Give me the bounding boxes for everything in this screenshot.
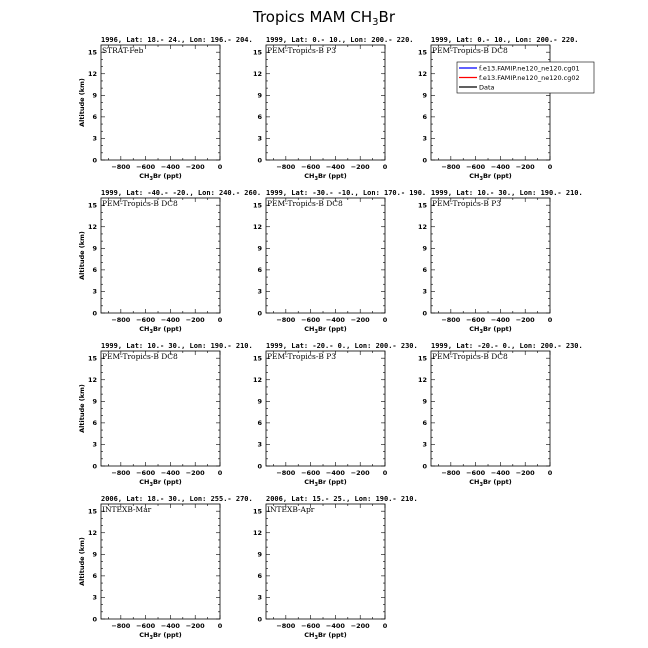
panel-3-ytick-label: 6 [422, 113, 427, 122]
panel-11-xtick-label: −600 [301, 622, 321, 630]
panel-10-ytick-label: 9 [92, 550, 97, 559]
panel-2-title: 1999, Lat: 0.- 10., Lon: 200.- 220. [266, 36, 414, 44]
panel-4-xlabel: $CH_3Br$ (ppt) [139, 325, 182, 335]
panel-2-xlabel: $CH_3Br$ (ppt) [304, 172, 347, 182]
panel-9-ytick-label: 3 [422, 440, 427, 449]
panel-4-xtick-label: −600 [136, 316, 156, 324]
panel-11-ytick-label: 15 [252, 507, 262, 516]
panel-1-ytick-label: 6 [92, 113, 97, 122]
panel-6-ytick-label: 3 [422, 287, 427, 296]
panel-5 [253, 189, 426, 335]
panel-2-label: PEM-Tropics-B P3 [267, 46, 337, 55]
panel-2-xtick-label: −600 [301, 163, 321, 171]
panel-2-xtick-label: −800 [276, 163, 296, 171]
panel-9 [418, 342, 583, 488]
figure-title: Tropics MAM $CH_3Br$ [252, 8, 396, 28]
panel-3-ytick-label: 0 [422, 156, 427, 165]
panel-1-ytick-label: 0 [92, 156, 97, 165]
panel-10-ytick-label: 0 [92, 615, 97, 624]
panel-6-xtick-label: −600 [466, 316, 486, 324]
panel-2-ytick-label: 0 [257, 156, 262, 165]
panel-11-xtick-label: 0 [382, 622, 388, 630]
panel-10-label: INTEXB-Mar [102, 505, 152, 514]
panel-8-xlabel: $CH_3Br$ (ppt) [304, 478, 347, 488]
panel-11-xtick-label: −200 [350, 622, 370, 630]
panel-4-xtick-label: −200 [185, 316, 205, 324]
panel-1-ytick-label: 12 [87, 70, 97, 79]
panel-9-ytick-label: 15 [417, 354, 427, 363]
panel-5-ytick-label: 15 [252, 201, 262, 210]
panel-5-ytick-label: 9 [257, 244, 262, 253]
panel-5-xtick-label: −200 [350, 316, 370, 324]
panel-9-xlabel: $CH_3Br$ (ppt) [469, 478, 512, 488]
panel-11-ytick-label: 3 [257, 593, 262, 602]
panel-7-ytick-label: 12 [87, 376, 97, 385]
panel-3-xtick-label: 0 [547, 163, 553, 171]
panel-8-ytick-label: 0 [257, 462, 262, 471]
panel-2 [253, 36, 414, 182]
panel-8-xtick-label: −400 [325, 469, 345, 477]
panel-11 [253, 495, 418, 641]
panel-4-ytick-label: 0 [92, 309, 97, 318]
panel-9-title: 1999, Lat: -20.- 0., Lon: 200.- 230. [431, 342, 583, 350]
panel-9-label: PEM-Tropics-B DC8 [432, 352, 508, 361]
panel-4-frame [101, 198, 220, 313]
legend-entry-2: f.e13.FAMIP.ne120_ne120.cg02 [479, 73, 580, 82]
panel-4-ytick-label: 6 [92, 266, 97, 275]
panel-1-xtick-label: −800 [111, 163, 131, 171]
panel-1-ytick-label: 3 [92, 134, 97, 143]
panel-3-xtick-label: −800 [441, 163, 461, 171]
panel-10-ytick-label: 3 [92, 593, 97, 602]
panel-4-xtick-label: −800 [111, 316, 131, 324]
panel-8-ytick-label: 15 [252, 354, 262, 363]
panel-8-label: PEM-Tropics-B P3 [267, 352, 337, 361]
panel-6-ytick-label: 9 [422, 244, 427, 253]
panel-3 [418, 36, 579, 182]
panel-6-ytick-label: 15 [417, 201, 427, 210]
panel-3-ytick-label: 3 [422, 134, 427, 143]
panel-1-xtick-label: −200 [185, 163, 205, 171]
panel-11-ytick-label: 6 [257, 572, 262, 581]
panel-8-ytick-label: 6 [257, 419, 262, 428]
panel-1-title: 1996, Lat: 18.- 24., Lon: 196.- 204. [101, 36, 253, 44]
panel-7-ylabel: Altitude (km) [78, 384, 86, 433]
legend [457, 62, 594, 93]
panel-10-xtick-label: −600 [136, 622, 156, 630]
panel-10 [78, 495, 253, 641]
panel-4-ytick-label: 12 [87, 223, 97, 232]
panel-7-ytick-label: 15 [87, 354, 97, 363]
panel-11-xlabel: $CH_3Br$ (ppt) [304, 631, 347, 641]
panel-8-xtick-label: −800 [276, 469, 296, 477]
panel-3-xlabel: $CH_3Br$ (ppt) [469, 172, 512, 182]
panel-8-xtick-label: 0 [382, 469, 388, 477]
panel-9-ytick-label: 6 [422, 419, 427, 428]
panel-11-label: INTEXB-Apr [267, 505, 315, 514]
legend-entry-1: f.e13.FAMIP.ne120_ne120.cg01 [479, 64, 580, 73]
panel-7-xtick-label: −800 [111, 469, 131, 477]
panel-7-ytick-label: 0 [92, 462, 97, 471]
panel-2-ytick-label: 3 [257, 134, 262, 143]
panel-8 [253, 342, 418, 488]
panel-6-ytick-label: 12 [417, 223, 427, 232]
panel-2-ytick-label: 15 [252, 48, 262, 57]
panel-8-ytick-label: 9 [257, 397, 262, 406]
panel-7-xtick-label: 0 [217, 469, 223, 477]
panels-grid [78, 36, 594, 641]
panel-4-xtick-label: −400 [160, 316, 180, 324]
panel-6 [418, 189, 583, 335]
panel-8-title: 1999, Lat: -20.- 0., Lon: 200.- 230. [266, 342, 418, 350]
panel-8-xtick-label: −200 [350, 469, 370, 477]
panel-11-xtick-label: −400 [325, 622, 345, 630]
panel-11-ytick-label: 0 [257, 615, 262, 624]
panel-4-ylabel: Altitude (km) [78, 231, 86, 280]
panel-9-ytick-label: 12 [417, 376, 427, 385]
panel-1-frame [101, 45, 220, 160]
panel-5-ytick-label: 3 [257, 287, 262, 296]
panel-1 [78, 36, 253, 182]
panel-1-label: STRAT-Feb [102, 46, 144, 55]
panel-7-xlabel: $CH_3Br$ (ppt) [139, 478, 182, 488]
panel-10-ytick-label: 15 [87, 507, 97, 516]
panel-2-ytick-label: 9 [257, 91, 262, 100]
panel-9-xtick-label: −800 [441, 469, 461, 477]
panel-3-ytick-label: 9 [422, 91, 427, 100]
panel-1-ytick-label: 9 [92, 91, 97, 100]
panel-6-label: PEM-Tropics-B P3 [432, 199, 502, 208]
panel-10-xtick-label: 0 [217, 622, 223, 630]
panel-7-ytick-label: 9 [92, 397, 97, 406]
panel-9-ytick-label: 9 [422, 397, 427, 406]
panel-9-xtick-label: 0 [547, 469, 553, 477]
panel-10-xtick-label: −800 [111, 622, 131, 630]
panel-1-xtick-label: 0 [217, 163, 223, 171]
panel-7-label: PEM-Tropics-B DC8 [102, 352, 178, 361]
panel-10-frame [101, 504, 220, 619]
panel-10-xlabel: $CH_3Br$ (ppt) [139, 631, 182, 641]
panel-4-label: PEM-Tropics-B DC8 [102, 199, 178, 208]
panel-10-xtick-label: −200 [185, 622, 205, 630]
panel-4 [78, 189, 261, 335]
panel-5-title: 1999, Lat: -30.- -10., Lon: 170.- 190. [266, 189, 427, 197]
panel-9-xtick-label: −600 [466, 469, 486, 477]
panel-5-xtick-label: 0 [382, 316, 388, 324]
panel-2-xtick-label: −400 [325, 163, 345, 171]
panel-9-frame [431, 351, 550, 466]
panel-7-title: 1999, Lat: 10.- 30., Lon: 190.- 210. [101, 342, 253, 350]
panel-8-xtick-label: −600 [301, 469, 321, 477]
panel-3-ytick-label: 12 [417, 70, 427, 79]
panel-8-ytick-label: 12 [252, 376, 262, 385]
panel-6-frame [431, 198, 550, 313]
panel-5-frame [266, 198, 385, 313]
panel-7 [78, 342, 253, 488]
panel-3-label: PEM-Tropics-B DC8 [432, 46, 508, 55]
panel-11-title: 2006, Lat: 15.- 25., Lon: 190.- 210. [266, 495, 418, 503]
panel-5-xlabel: $CH_3Br$ (ppt) [304, 325, 347, 335]
panel-4-xtick-label: 0 [217, 316, 223, 324]
panel-10-ylabel: Altitude (km) [78, 537, 86, 586]
panel-2-ytick-label: 6 [257, 113, 262, 122]
panel-5-xtick-label: −800 [276, 316, 296, 324]
panel-3-ytick-label: 15 [417, 48, 427, 57]
panel-6-xtick-label: −400 [490, 316, 510, 324]
legend-entry-3: Data [479, 83, 495, 92]
panel-8-frame [266, 351, 385, 466]
panel-6-xlabel: $CH_3Br$ (ppt) [469, 325, 512, 335]
panel-3-xtick-label: −400 [490, 163, 510, 171]
panel-9-xtick-label: −400 [490, 469, 510, 477]
panel-2-xtick-label: 0 [382, 163, 388, 171]
panel-10-title: 2006, Lat: 18.- 30., Lon: 255.- 270. [101, 495, 253, 503]
panel-4-ytick-label: 3 [92, 287, 97, 296]
panel-11-ytick-label: 9 [257, 550, 262, 559]
panel-1-xtick-label: −600 [136, 163, 156, 171]
panel-4-ytick-label: 9 [92, 244, 97, 253]
panel-7-ytick-label: 3 [92, 440, 97, 449]
panel-4-title: 1999, Lat: -40.- -20., Lon: 240.- 260. [101, 189, 262, 197]
panel-1-xtick-label: −400 [160, 163, 180, 171]
panel-10-ytick-label: 6 [92, 572, 97, 581]
panel-9-ytick-label: 0 [422, 462, 427, 471]
panel-2-ytick-label: 12 [252, 70, 262, 79]
panel-2-frame [266, 45, 385, 160]
panel-6-xtick-label: 0 [547, 316, 553, 324]
panel-1-ytick-label: 15 [87, 48, 97, 57]
panel-3-title: 1999, Lat: 0.- 10., Lon: 200.- 220. [431, 36, 579, 44]
panel-1-xlabel: $CH_3Br$ (ppt) [139, 172, 182, 182]
panel-8-ytick-label: 3 [257, 440, 262, 449]
panel-7-xtick-label: −400 [160, 469, 180, 477]
panel-3-xtick-label: −600 [466, 163, 486, 171]
panel-6-ytick-label: 6 [422, 266, 427, 275]
panel-11-ytick-label: 12 [252, 529, 262, 538]
panel-5-ytick-label: 6 [257, 266, 262, 275]
panel-6-xtick-label: −800 [441, 316, 461, 324]
panel-5-label: PEM-Tropics-B DC8 [267, 199, 343, 208]
panel-7-ytick-label: 6 [92, 419, 97, 428]
panel-3-xtick-label: −200 [515, 163, 535, 171]
panel-10-ytick-label: 12 [87, 529, 97, 538]
panel-4-ytick-label: 15 [87, 201, 97, 210]
panel-9-xtick-label: −200 [515, 469, 535, 477]
panel-11-frame [266, 504, 385, 619]
panel-2-xtick-label: −200 [350, 163, 370, 171]
panel-7-xtick-label: −600 [136, 469, 156, 477]
panel-6-xtick-label: −200 [515, 316, 535, 324]
panel-5-xtick-label: −400 [325, 316, 345, 324]
panel-10-xtick-label: −400 [160, 622, 180, 630]
panel-5-ytick-label: 0 [257, 309, 262, 318]
panel-6-ytick-label: 0 [422, 309, 427, 318]
panel-5-xtick-label: −600 [301, 316, 321, 324]
panel-6-title: 1999, Lat: 10.- 30., Lon: 190.- 210. [431, 189, 583, 197]
panel-5-ytick-label: 12 [252, 223, 262, 232]
panel-11-xtick-label: −800 [276, 622, 296, 630]
panel-1-ylabel: Altitude (km) [78, 78, 86, 127]
panel-7-frame [101, 351, 220, 466]
panel-7-xtick-label: −200 [185, 469, 205, 477]
